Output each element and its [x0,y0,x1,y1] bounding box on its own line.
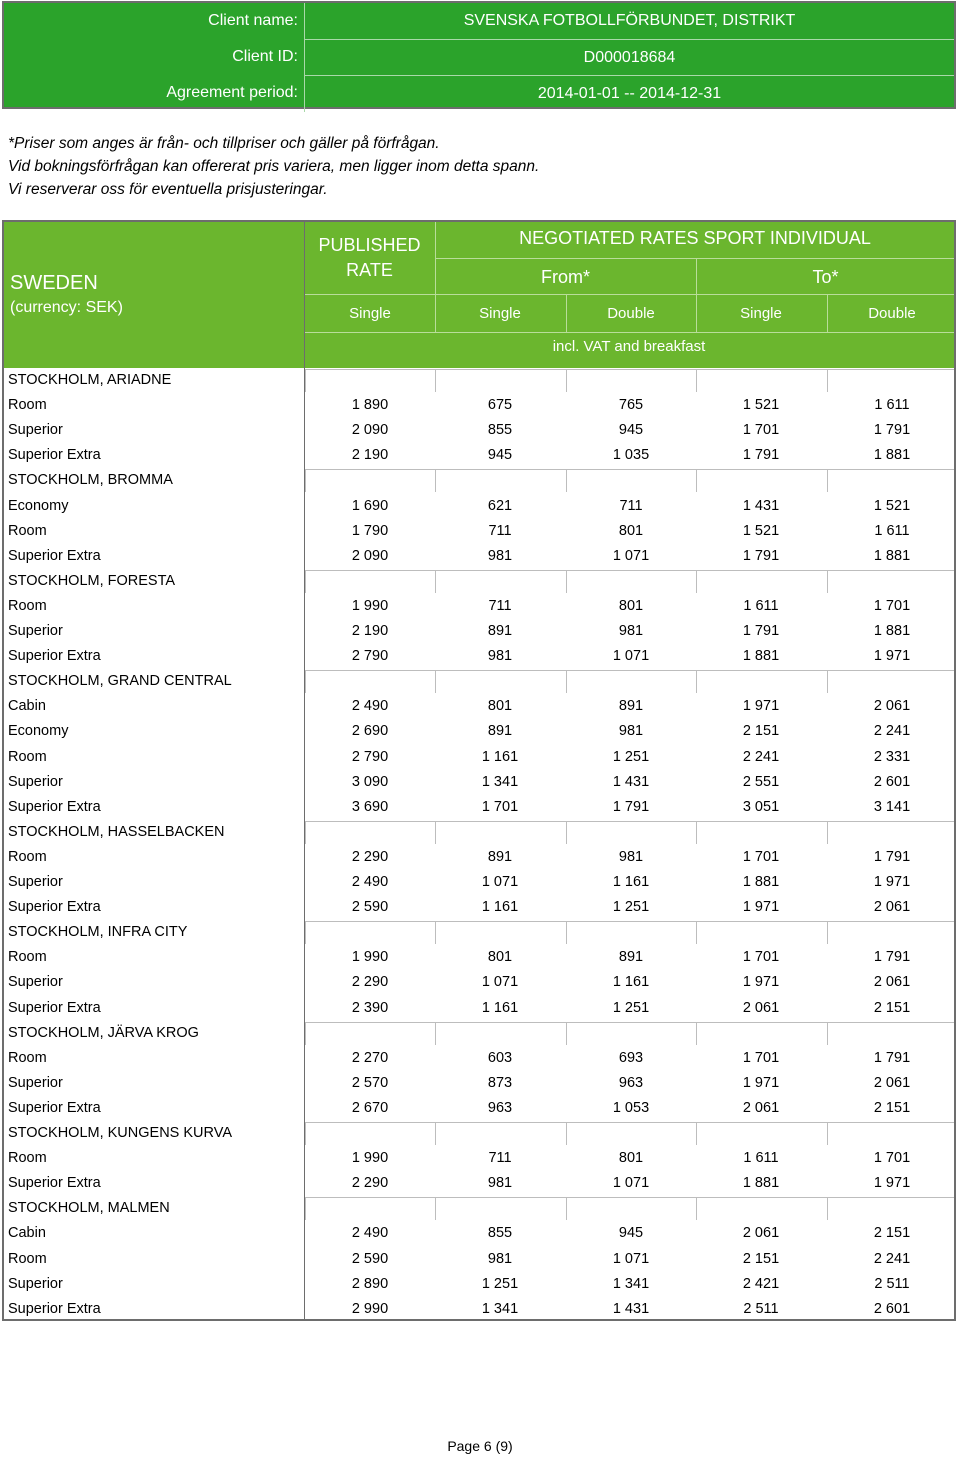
rate-cell: 945 [618,422,644,439]
rate-cell: 621 [487,497,513,514]
rate-cell: 1 035 [612,447,650,464]
hotel-group-row [4,669,954,694]
hotel-group-row [4,468,954,493]
rate-cell: 891 [618,949,644,966]
hotel-group-row [4,1021,954,1046]
group-cell [566,821,696,844]
room-type: Room [8,949,47,966]
table-row [4,393,954,418]
rate-cell: 945 [618,1225,644,1242]
rate-cell: 1 881 [742,874,780,890]
group-cell [827,369,954,392]
rate-cell: 2 061 [873,1074,911,1091]
rate-cell: 3 090 [351,773,389,790]
col-from-single: Single [479,305,521,322]
rate-cell: 1 071 [612,547,650,564]
page-number: Page 6 (9) [447,1438,513,1454]
rate-cell: 1 161 [612,974,650,991]
rate-cell: 2 151 [742,1250,780,1267]
rate-cell: 1 701 [873,597,911,614]
rate-cell: 603 [487,1049,513,1066]
rate-cell: 1 071 [481,874,519,890]
table-row [4,719,954,744]
table-row [4,895,954,920]
rate-cell: 1 971 [873,874,911,890]
rate-cell: 2 061 [873,974,911,991]
rate-cell: 2 290 [351,848,389,865]
rate-cell: 2 061 [742,999,780,1016]
rate-cell: 891 [487,623,513,639]
group-cell [696,570,827,593]
col-to-single: Single [740,305,782,322]
room-type: Cabin [8,1225,46,1242]
group-cell [435,570,566,593]
room-type: Cabin [8,698,46,715]
rate-cell: 1 890 [351,397,389,414]
rate-cell: 2 490 [351,698,389,715]
rate-cell: 2 061 [873,698,911,715]
room-type: Room [8,522,47,539]
group-cell [435,369,566,392]
group-cell [566,1122,696,1145]
table-row [4,443,954,468]
hotel-group-row [4,820,954,845]
rate-cell: 801 [618,522,644,539]
rate-cell: 2 190 [351,623,389,639]
published-rate-title [304,233,435,283]
rate-cell: 711 [619,497,643,514]
room-type: Superior Extra [8,648,101,665]
group-cell [435,1197,566,1220]
rate-cell: 981 [487,1250,513,1267]
table-row [4,945,954,970]
hotel-name: STOCKHOLM, ARIADNE [8,372,172,388]
group-cell [827,469,954,492]
col-to-double: Double [868,305,916,322]
hotel-name: STOCKHOLM, JÄRVA KROG [8,1024,199,1041]
rate-cell: 981 [487,547,513,564]
group-cell [566,1197,696,1220]
rate-cell: 1 341 [612,1275,650,1292]
table-row [4,1272,954,1297]
rate-line: RATE [346,260,393,280]
rate-cell: 981 [487,1175,513,1192]
table-row [4,970,954,995]
room-type: Room [8,597,47,614]
rate-cell: 945 [487,447,513,464]
rate-cell: 1 791 [873,422,911,439]
rates-table-header [4,222,954,368]
rate-cell: 1 881 [742,1175,780,1192]
rate-cell: 2 511 [743,1300,779,1317]
rate-cell: 2 551 [742,773,780,790]
rate-cell: 1 251 [481,1275,519,1292]
table-row [4,594,954,619]
group-cell [305,1022,435,1045]
group-cell [305,1122,435,1145]
table-row [4,1046,954,1071]
rate-cell: 1 611 [743,1150,779,1167]
agreement-period-row [4,75,954,111]
rate-cell: 2 790 [351,648,389,665]
rate-cell: 891 [618,698,644,715]
rate-cell: 1 881 [873,623,911,639]
currency-label: (currency: SEK) [10,299,123,316]
group-cell [696,1022,827,1045]
rate-cell: 2 061 [873,899,911,916]
rate-cell: 1 251 [612,999,650,1016]
rate-cell: 2 090 [351,422,389,439]
rate-cell: 2 151 [873,1225,911,1242]
rate-cell: 2 511 [874,1275,910,1292]
group-cell [827,821,954,844]
group-cell [696,1122,827,1145]
room-type: Superior Extra [8,798,101,815]
group-cell [827,570,954,593]
room-type: Superior Extra [8,447,101,464]
rate-cell: 1 431 [612,773,650,790]
rate-cell: 1 611 [743,597,779,614]
room-type: Superior Extra [8,1300,101,1317]
hotel-name: STOCKHOLM, INFRA CITY [8,924,188,941]
table-row [4,494,954,519]
group-cell [827,921,954,944]
group-cell [305,670,435,693]
rate-cell: 1 990 [351,597,389,614]
rate-cell: 2 090 [351,547,389,564]
group-cell [435,1122,566,1145]
rate-cell: 1 251 [612,899,650,916]
group-cell [827,1022,954,1045]
room-type: Superior Extra [8,1099,101,1116]
rate-cell: 891 [487,848,513,865]
vat-note: incl. VAT and breakfast [552,338,706,355]
rate-cell: 801 [618,597,644,614]
group-cell [435,821,566,844]
hotel-name: STOCKHOLM, GRAND CENTRAL [8,673,232,690]
to-label: To* [812,267,839,287]
negotiated-rates-title: NEGOTIATED RATES SPORT INDIVIDUAL [519,228,871,248]
client-id-value: D000018684 [304,39,954,76]
rate-cell: 1 701 [742,422,780,439]
note-line: Vi reserverar oss för eventuella prisjusteringar. [8,181,328,198]
rate-cell: 2 151 [873,999,911,1016]
client-name-row [4,3,954,39]
rate-cell: 2 570 [351,1074,389,1091]
rate-cell: 1 431 [612,1300,650,1317]
room-type: Superior Extra [8,547,101,564]
rate-cell: 2 331 [873,748,911,765]
table-row [4,1096,954,1121]
group-cell [566,570,696,593]
rate-cell: 1 971 [742,1074,780,1091]
rate-cell: 873 [487,1074,513,1091]
agreement-period-label: Agreement period: [166,84,298,101]
group-cell [566,921,696,944]
group-cell [566,670,696,693]
client-name-label: Client name: [208,12,298,29]
rate-cell: 1 161 [481,748,519,765]
rate-cell: 1 791 [873,949,911,966]
country-name: SWEDEN [10,272,98,294]
rate-cell: 801 [618,1150,644,1167]
rate-cell: 1 251 [612,748,650,765]
rate-cell: 1 161 [612,874,650,890]
rate-cell: 2 890 [351,1275,389,1292]
rate-cell: 2 390 [351,999,389,1016]
rate-cell: 765 [618,397,644,414]
country-header [4,222,304,368]
table-row [4,795,954,820]
rate-cell: 693 [618,1049,644,1066]
rate-cell: 1 791 [873,1049,911,1066]
rate-cell: 1 791 [742,447,780,464]
group-cell [435,921,566,944]
rate-cell: 2 601 [873,1300,911,1317]
rate-cell: 1 071 [481,974,519,991]
room-type: Superior [8,1275,63,1292]
col-from-double: Double [607,305,655,322]
rate-cell: 1 971 [873,1175,911,1192]
rate-cell: 981 [618,848,644,865]
rate-cell: 2 270 [351,1049,389,1066]
room-type: Room [8,397,47,414]
room-type: Superior [8,1074,63,1091]
rate-cell: 981 [618,723,644,740]
room-type: Superior [8,974,63,991]
rate-cell: 1 790 [351,522,389,539]
group-cell [566,1022,696,1045]
rate-cell: 855 [487,1225,513,1242]
rate-cell: 2 490 [351,874,389,890]
rate-cell: 2 790 [351,748,389,765]
note-line: Vid bokningsförfrågan kan offererat pris variera, men ligger inom detta spann. [8,158,540,175]
table-row [4,1071,954,1096]
group-cell [305,821,435,844]
group-cell [305,570,435,593]
rate-cell: 1 431 [742,497,780,514]
published-line: PUBLISHED [318,235,421,255]
rate-cell: 1 341 [481,773,519,790]
room-type: Superior [8,623,63,639]
group-cell [827,1122,954,1145]
price-notes [8,132,539,201]
hotel-group-row [4,569,954,594]
rate-cell: 1 053 [612,1099,650,1116]
rate-cell: 1 701 [742,1049,780,1066]
rate-cell: 1 791 [742,547,780,564]
group-cell [696,821,827,844]
rate-cell: 711 [488,522,512,539]
rate-cell: 2 241 [742,748,780,765]
rate-cell: 855 [487,422,513,439]
client-id-row [4,39,954,75]
rate-cell: 1 341 [481,1300,519,1317]
group-cell [696,921,827,944]
rate-cell: 711 [488,597,512,614]
room-type: Superior Extra [8,999,101,1016]
rate-cell: 1 971 [873,648,911,665]
room-type: Superior Extra [8,899,101,916]
rate-cell: 2 990 [351,1300,389,1317]
rate-cell: 2 490 [351,1225,389,1242]
group-cell [435,1022,566,1045]
rate-cell: 1 990 [351,949,389,966]
rate-cell: 1 701 [873,1150,911,1167]
rate-cell: 2 290 [351,974,389,991]
table-row [4,418,954,443]
rates-table [2,220,956,1321]
rate-cell: 1 071 [612,648,650,665]
group-cell [696,670,827,693]
rate-cell: 1 881 [873,447,911,464]
rate-cell: 2 690 [351,723,389,740]
table-row [4,619,954,644]
rate-cell: 2 151 [742,723,780,740]
rate-cell: 2 061 [742,1099,780,1116]
rate-cell: 1 521 [742,522,780,539]
group-cell [696,469,827,492]
room-type: Economy [8,497,69,514]
client-name-value: SVENSKA FOTBOLLFÖRBUNDET, DISTRIKT [304,3,954,39]
hotel-name: STOCKHOLM, HASSELBACKEN [8,823,225,840]
hotel-group-row [4,920,954,945]
rate-cell: 1 701 [742,848,780,865]
room-type: Superior [8,422,63,439]
rate-cell: 1 521 [873,497,911,514]
rate-cell: 1 701 [742,949,780,966]
rate-cell: 1 521 [742,397,780,414]
group-cell [305,469,435,492]
rate-cell: 1 161 [481,899,519,916]
hotel-name: STOCKHOLM, FORESTA [8,572,176,589]
rate-cell: 2 241 [873,723,911,740]
group-cell [696,369,827,392]
hotel-name: STOCKHOLM, MALMEN [8,1200,170,1217]
table-row [4,544,954,569]
rate-cell: 2 061 [742,1225,780,1242]
rate-cell: 2 151 [873,1099,911,1116]
rate-cell: 1 690 [351,497,389,514]
table-row [4,519,954,544]
table-row [4,996,954,1021]
rate-cell: 1 791 [873,848,911,865]
room-type: Room [8,1150,47,1167]
group-cell [305,1197,435,1220]
group-cell [305,369,435,392]
rate-cell: 963 [487,1099,513,1116]
group-cell [435,469,566,492]
room-type: Room [8,848,47,865]
rate-cell: 1 611 [874,522,910,539]
rate-cell: 1 161 [481,999,519,1016]
table-row [4,845,954,870]
room-type: Room [8,1250,47,1267]
table-row [4,1297,954,1322]
table-row [4,745,954,770]
rate-cell: 1 071 [612,1175,650,1192]
rate-cell: 2 290 [351,1175,389,1192]
table-row [4,770,954,795]
rate-cell: 2 670 [351,1099,389,1116]
rate-cell: 891 [487,723,513,740]
room-type: Economy [8,723,69,740]
group-cell [566,469,696,492]
rate-cell: 801 [487,949,513,966]
hotel-name: STOCKHOLM, KUNGENS KURVA [8,1125,232,1141]
room-type: Room [8,748,47,765]
room-type: Superior [8,874,63,890]
agreement-period-value: 2014-01-01 -- 2014-12-31 [304,75,954,112]
rate-cell: 2 241 [873,1250,911,1267]
group-cell [696,1197,827,1220]
rate-cell: 981 [618,623,644,639]
room-type: Superior [8,773,63,790]
col-published-single: Single [349,305,391,322]
rate-cell: 2 590 [351,1250,389,1267]
rate-cell: 3 141 [873,798,911,815]
rate-cell: 1 971 [742,698,780,715]
from-label: From* [541,267,590,287]
rate-cell: 1 971 [742,899,780,916]
rate-cell: 1 881 [873,547,911,564]
rate-cell: 1 791 [612,798,650,815]
rate-cell: 2 421 [742,1275,780,1292]
group-cell [566,369,696,392]
hotel-group-row [4,368,954,393]
room-type: Superior Extra [8,1175,101,1192]
rate-cell: 2 190 [351,447,389,464]
rate-cell: 2 601 [873,773,911,790]
rate-cell: 3 051 [742,798,780,815]
hotel-name: STOCKHOLM, BROMMA [8,472,173,489]
room-type: Room [8,1049,47,1066]
rate-cell: 711 [488,1150,512,1167]
note-line: *Priser som anges är från- och tillpriser och gäller på förfrågan. [8,135,440,152]
client-info-box [2,1,956,109]
group-cell [827,1197,954,1220]
rate-cell: 801 [487,698,513,715]
client-id-label: Client ID: [232,48,298,65]
table-row [4,1247,954,1272]
table-row [4,870,954,895]
rate-cell: 3 690 [351,798,389,815]
hotel-group-row [4,1196,954,1221]
rate-cell: 963 [618,1074,644,1091]
rate-cell: 1 881 [742,648,780,665]
table-row [4,644,954,669]
group-cell [827,670,954,693]
rate-cell: 1 971 [742,974,780,991]
group-cell [305,921,435,944]
table-row [4,694,954,719]
rate-cell: 1 071 [612,1250,650,1267]
rate-cell: 981 [487,648,513,665]
table-row [4,1146,954,1171]
rate-cell: 1 990 [351,1150,389,1167]
hotel-group-row [4,1121,954,1146]
rate-cell: 2 590 [351,899,389,916]
rate-cell: 1 791 [742,623,780,639]
group-cell [435,670,566,693]
rate-cell: 675 [487,397,513,414]
table-row [4,1221,954,1246]
rate-cell: 1 611 [874,397,910,414]
rate-cell: 1 701 [481,798,519,815]
table-row [4,1171,954,1196]
